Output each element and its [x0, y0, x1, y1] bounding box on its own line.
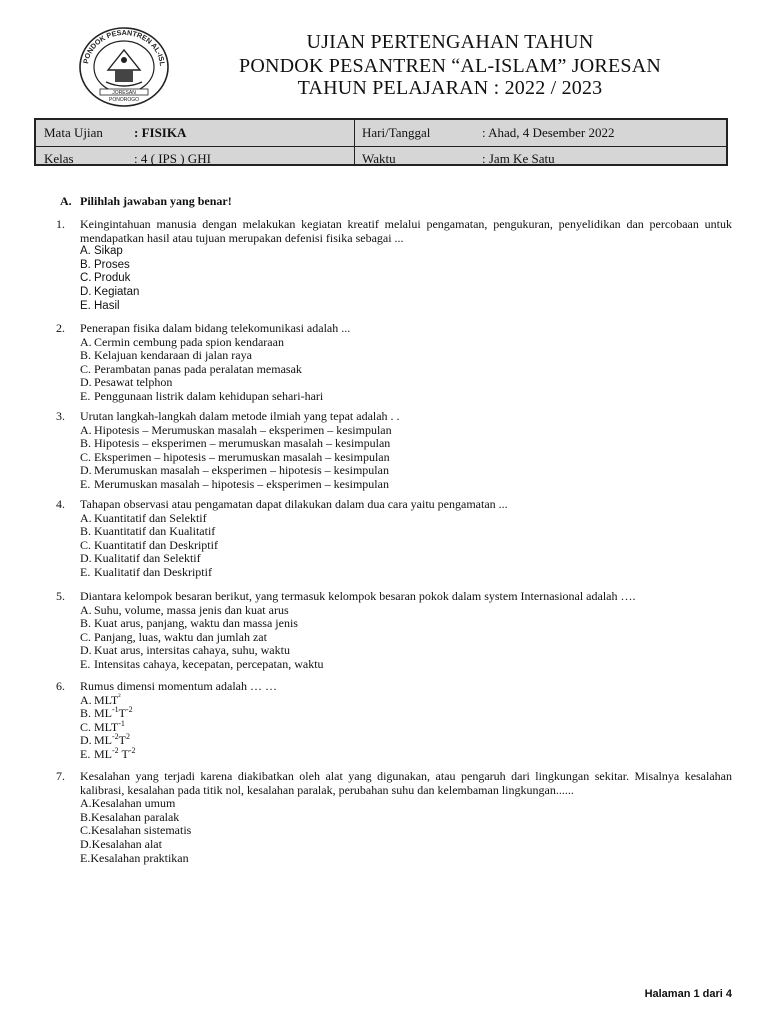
option-letter: A.: [80, 692, 92, 707]
question-text: Penerapan fisika dalam bidang telekomunikasi adalah ...: [80, 321, 351, 335]
option-text: Kesalahan umum: [91, 796, 176, 811]
option-text: Eksperimen – hipotesis – merumuskan masalah – kesimpulan: [94, 449, 390, 464]
option-text: MLT: [94, 692, 119, 707]
question-number: 7.: [56, 769, 65, 783]
question-3: [56, 410, 732, 492]
question-number: 6.: [56, 679, 65, 693]
option-text: ML: [94, 733, 112, 748]
option-letter: A.: [80, 602, 92, 617]
option-letter: A.: [80, 422, 92, 437]
option-letter: B.: [80, 524, 92, 539]
answer-option: [80, 838, 732, 852]
option-text: T: [118, 706, 127, 721]
question-number: 3.: [56, 409, 65, 423]
answer-options: [80, 424, 732, 492]
option-text: Kegiatan: [94, 285, 140, 298]
answer-option: [80, 824, 732, 838]
option-text: Cermin cembung pada spion kendaraan: [94, 334, 284, 349]
section-title: Pilihlah jawaban yang benar!: [80, 194, 232, 208]
option-text: Panjang, luas, waktu dan jumlah zat: [94, 629, 267, 644]
option-letter: E.: [80, 564, 91, 579]
option-text: Kuantitatif dan Deskriptif: [94, 537, 218, 552]
answer-option: [80, 363, 732, 377]
answer-options: [80, 604, 732, 672]
svg-text:JORESAN: JORESAN: [112, 90, 136, 96]
answer-option: [80, 707, 732, 721]
question-text: Urutan langkah-langkah dalam metode ilmiah yang tepat adalah . .: [80, 409, 400, 423]
option-letter: C.: [80, 449, 92, 464]
class-label: Kelas: [44, 151, 74, 166]
option-letter: C.: [80, 823, 92, 838]
option-letter: E.: [80, 850, 91, 865]
option-text: T: [118, 733, 127, 748]
option-text: Pesawat telphon: [94, 375, 173, 390]
answer-option: [80, 566, 732, 580]
option-letter: D.: [80, 733, 92, 748]
answer-option: [80, 718, 732, 735]
question-text: Kesalahan yang terjadi karena diakibatkan oleh alat yang digunakan, atau pengaruh dari lingkungan sekitar. Misalnya kesalahan kalibrasi, kesalahan pada titik nol, kesalahan paralak, perubahan suhu dan kelembaman lingkungan......: [80, 769, 732, 797]
answer-options: [80, 691, 732, 762]
question-text: Diantara kelompok besaran berikut, yang termasuk kelompok besaran pokok dalam system Internasional adalah ….: [80, 589, 636, 603]
time-value: : Jam Ke Satu: [482, 151, 555, 166]
option-letter: E.: [80, 299, 91, 312]
option-text: Produk: [94, 272, 131, 285]
option-text: Merumuskan masalah – hipotesis – eksperimen – kesimpulan: [94, 476, 389, 491]
option-text: Kesalahan alat: [91, 836, 162, 851]
subject-label: Mata Ujian: [44, 125, 103, 140]
answer-options: [80, 336, 732, 404]
option-text: Merumuskan masalah – eksperimen – hipotesis – kesimpulan: [94, 463, 389, 478]
question-number: 1.: [56, 217, 65, 231]
option-letter: B.: [80, 809, 92, 824]
option-text: ML: [94, 746, 112, 761]
answer-option: [80, 617, 732, 631]
option-text: Sikap: [94, 245, 123, 258]
option-letter: E.: [80, 656, 91, 671]
question-number: 5.: [56, 589, 65, 603]
answer-option: [80, 451, 732, 465]
section-letter: A.: [60, 194, 72, 208]
option-letter: B.: [80, 436, 92, 451]
option-exponent: -2: [126, 705, 133, 715]
question-text: Tahapan observasi atau pengamatan dapat dilakukan dalam dua cara yaitu pengamatan ...: [80, 497, 508, 511]
page-number: Halaman 1 dari 4: [644, 988, 732, 1000]
option-text: Kuat arus, intersitas cahaya, suhu, waktu: [94, 643, 290, 658]
answer-option: [80, 658, 732, 672]
answer-option: [80, 376, 732, 390]
answer-option: [80, 300, 732, 314]
question-text: Rumus dimensi momentum adalah … …: [80, 679, 277, 693]
question-7: [56, 770, 732, 865]
option-text: T: [118, 746, 129, 761]
option-letter: C.: [80, 361, 92, 376]
option-letter: A.: [80, 796, 92, 811]
answer-option: [80, 811, 732, 825]
answer-option: [80, 286, 732, 300]
date-label: Hari/Tanggal: [362, 125, 431, 140]
option-text: Intensitas cahaya, kecepatan, percepatan, waktu: [94, 656, 324, 671]
answer-option: [80, 512, 732, 526]
option-exponent: -2: [112, 745, 119, 755]
answer-option: [80, 734, 732, 748]
exam-title: UJIAN PERTENGAHAN TAHUN: [306, 31, 594, 53]
option-letter: C.: [80, 719, 92, 734]
academic-year: TAHUN PELAJARAN : 2022 / 2023: [297, 77, 603, 99]
option-letter: B.: [80, 706, 92, 721]
question-text: Keingintahuan manusia dengan melakukan kegiatan kreatif melalui pengamatan, pengukuran, penyelidikan dan percobaan untuk mendapatkan hasil atau tujuan merupakan defenisi fisika sebagai ...: [80, 217, 732, 245]
option-letter: A.: [80, 334, 92, 349]
answer-option: [80, 390, 732, 404]
question-4: [56, 498, 732, 580]
option-exponent: -1: [112, 705, 119, 715]
answer-option: [80, 745, 732, 762]
option-letter: E.: [80, 476, 91, 491]
option-letter: C.: [80, 272, 92, 285]
question-1: [56, 218, 732, 313]
option-text: Kesalahan sistematis: [91, 823, 192, 838]
answer-option: [80, 349, 732, 363]
answer-option: [80, 604, 732, 618]
option-text: Kesalahan praktikan: [90, 850, 189, 865]
option-exponent: -2: [128, 745, 136, 755]
option-letter: B.: [80, 616, 92, 631]
option-letter: D.: [80, 375, 92, 390]
date-value: : Ahad, 4 Desember 2022: [482, 125, 615, 140]
option-exponent: -2: [112, 732, 119, 742]
answer-option: [80, 272, 732, 286]
option-text: MLT: [94, 719, 119, 734]
question-number: 2.: [56, 321, 65, 335]
option-letter: B.: [80, 258, 91, 271]
option-exponent: 2: [126, 732, 131, 742]
answer-option: [80, 464, 732, 478]
answer-option: [80, 478, 732, 492]
answer-option: [80, 644, 732, 658]
option-text: Kelajuan kendaraan di jalan raya: [94, 348, 252, 363]
answer-option: [80, 336, 732, 350]
answer-option: [80, 424, 732, 438]
answer-options: [80, 245, 732, 313]
option-letter: C.: [80, 537, 92, 552]
option-letter: A.: [80, 245, 91, 258]
option-exponent: -1: [118, 718, 125, 728]
answer-option: [80, 631, 732, 645]
option-letter: E.: [80, 746, 91, 761]
option-letter: B.: [80, 348, 92, 363]
answer-option: [80, 691, 732, 708]
option-text: ML: [94, 706, 112, 721]
answer-options: [80, 512, 732, 580]
option-text: Hasil: [94, 299, 120, 312]
answer-option: [80, 437, 732, 451]
option-text: Kuantitatif dan Kualitatif: [94, 524, 216, 539]
option-letter: E.: [80, 388, 91, 403]
answer-option: [80, 525, 732, 539]
option-text: Penggunaan listrik dalam kehidupan sehari-hari: [94, 388, 324, 403]
option-text: Kualitatif dan Selektif: [94, 551, 201, 566]
option-text: Hipotesis – eksperimen – merumuskan masalah – kesimpulan: [94, 436, 391, 451]
answer-options: [80, 797, 732, 865]
question-6: [56, 680, 732, 762]
question-2: [56, 322, 732, 404]
subject-value: : FISIKA: [134, 125, 187, 140]
option-text: Kesalahan paralak: [91, 809, 180, 824]
answer-option: [80, 245, 732, 259]
option-text: Proses: [94, 258, 130, 271]
answer-option: [80, 797, 732, 811]
question-5: [56, 590, 732, 672]
option-text: Kuat arus, panjang, waktu dan massa jenis: [94, 616, 298, 631]
option-letter: D.: [80, 836, 92, 851]
option-letter: D.: [80, 551, 92, 566]
option-letter: D.: [80, 463, 92, 478]
class-value: : 4 ( IPS ) GHI: [134, 151, 211, 166]
option-text: Suhu, volume, massa jenis dan kuat arus: [94, 602, 289, 617]
svg-text:PONDOK PESANTREN AL-ISLAM: PONDOK PESANTREN AL-ISL: [81, 27, 168, 67]
option-letter: D.: [80, 643, 92, 658]
option-text: Perambatan panas pada peralatan memasak: [94, 361, 302, 376]
option-text: Kualitatif dan Deskriptif: [94, 564, 212, 579]
option-letter: C.: [80, 629, 92, 644]
option-letter: A.: [80, 510, 92, 525]
question-number: 4.: [56, 497, 65, 511]
time-label: Waktu: [362, 151, 396, 166]
answer-option: [80, 552, 732, 566]
answer-option: [80, 259, 732, 273]
option-letter: D.: [80, 285, 92, 298]
option-exponent: ²: [118, 691, 121, 701]
svg-text:PONOROGO: PONOROGO: [108, 97, 140, 103]
option-text: Hipotesis – Merumuskan masalah – eksperimen – kesimpulan: [94, 422, 392, 437]
school-name: PONDOK PESANTREN “AL-ISLAM” JORESAN: [239, 55, 661, 77]
option-text: Kuantitatif dan Selektif: [94, 510, 207, 525]
answer-option: [80, 852, 732, 866]
answer-option: [80, 539, 732, 553]
